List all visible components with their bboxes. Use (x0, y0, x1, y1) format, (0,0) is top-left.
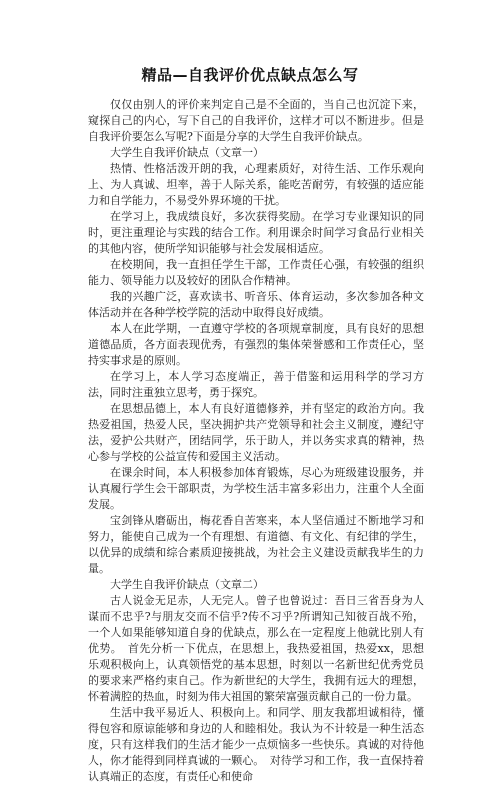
paragraph: 在课余时间，本人积极参加体育锻炼，尽心为班级建设服务，并认真履行学生会干部职责，为学校生活丰富多彩出力，注重个人全面发展。 (88, 466, 424, 511)
document-body (88, 97, 424, 785)
paragraph: 本人在此学期，一直遵守学校的各项规章制度，具有良好的思想道德品质，各方面表现优秀，有强烈的集体荣誉感和工作责任心，坚持实事求是的原则。 (88, 322, 424, 367)
paragraph: 宝剑锋从磨砺出，梅花香自苦寒来，本人坚信通过不断地学习和努力，能使自己成为一个有理想、有道德、有文化、有纪律的学生，以优异的成绩和综合素质迎接挑战，为社会主义建设贡献我毕生的力量。 (88, 514, 424, 575)
paragraph: 古人说金无足赤，人无完人。曾子也曾说过：吾日三省吾身为人谋而不忠乎?与朋友交而不信乎?传不习乎?所谓知己知彼百战不殆，一个人如果能够知道自身的优缺点，那么在一定程度上他就比别人有优势。 首先分析一下优点，在思想上，我热爱祖国，热爱xx，思想乐观积极向上，认真领悟党的基本思想，时刻以一名新世纪优秀党员的要求来严格约束自己。作为新世纪的大学生，我拥有远大的理想，怀着满腔的热血，时刻为伟大祖国的繁荣富强贡献自己的一份力量。 (88, 594, 424, 703)
paragraph: 生活中我平易近人、积极向上。和同学、朋友我都坦诚相待，懂得包容和原谅能够和身边的人和睦相处。我认为不计较是一种生活态度，只有这样我们的生活才能少一点烦恼多一些快乐。真诚的对待他人，你才能得到同样真诚的一颗心。 对待学习和工作，我一直保持着认真端正的态度，有责任心和使命 (88, 706, 424, 783)
intro-paragraph: 仅仅由别人的评价来判定自己是不全面的，当自己也沉淀下来，窥探自己的内心，写下自己的自我评价，这样才可以不断进步。但是自我评价要怎么写呢?下面是分享的大学生自我评价缺点。 (88, 98, 424, 143)
paragraph: 在学习上，本人学习态度端正，善于借鉴和运用科学的学习方法，同时注重独立思考，勇于探究。 (88, 370, 424, 399)
section-heading-1: 大学生自我评价缺点（文章一） (110, 146, 264, 159)
page-title: 精品—自我评价优点缺点怎么写 (141, 66, 359, 84)
paragraph: 在学习上，我成绩良好，多次获得奖励。在学习专业课知识的同时，更注重理论与实践的结合工作。利用课余时间学习食品行业相关的其他内容，使所学知识能够与社会发展相适应。 (88, 210, 424, 255)
section-heading-2: 大学生自我评价缺点（文章二） (110, 578, 264, 591)
paragraph: 我的兴趣广泛，喜欢读书、听音乐、体育运动，多次参加各种文体活动并在各种学校学院的活动中取得良好成绩。 (88, 290, 424, 319)
paragraph: 在思想品德上，本人有良好道德修养，并有坚定的政治方向。我热爱祖国，热爱人民，坚决拥护共产党领导和社会主义制度，遵纪守法，爱护公共财产，团结同学，乐于助人，并以务实求真的精神，热心参与学校的公益宣传和爱国主义活动。 (88, 402, 424, 463)
paragraph: 热情、性格活泼开朗的我，心理素质好，对待生活、工作乐观向上、为人真诚、坦率，善于人际关系，能吃苦耐劳，有较强的适应能力和自学能力，不易受外界环境的干扰。 (88, 162, 424, 207)
paragraph: 在校期间，我一直担任学生干部，工作责任心强，有较强的组织能力、领导能力以及较好的团队合作精神。 (88, 258, 424, 287)
